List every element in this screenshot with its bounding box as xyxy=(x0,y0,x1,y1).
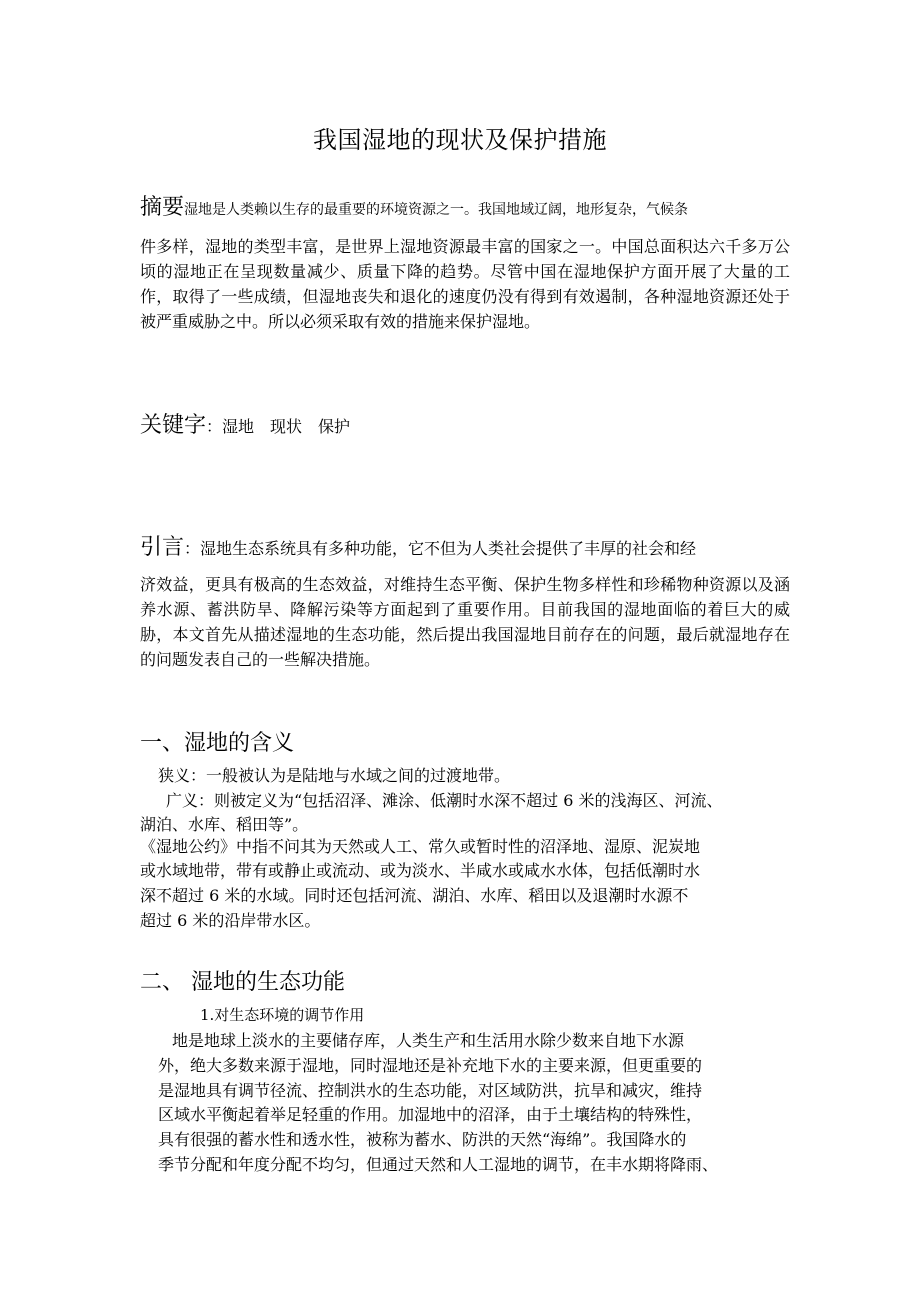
keywords-label: 关键字 xyxy=(140,413,207,438)
section1-heading: 一、湿地的含义 xyxy=(140,731,295,756)
keywords-line xyxy=(140,414,790,439)
section1-narrow: 狭义：一般被认为是陆地与水域之间的过渡地带。 xyxy=(158,766,511,785)
intro-body: 济效益，更具有极高的生态效益，对维持生态平衡、保护生物多样性和珍稀物种资源以及涵养水源、蓄洪防旱、降解污染等方面起到了重要作用。目前我国的湿地面临的着巨大的威胁，本文首先从描述湿地的生态功能，然后提出我国湿地目前存在的问题，最后就湿地存在的问题发表自己的一些解决措施。 xyxy=(140,575,790,669)
section1-convention-line2: 或水域地带，带有或静止或流动、或为淡水、半咸水或咸水水体，包括低潮时水 xyxy=(140,861,701,880)
section2-line-3: 是湿地具有调节径流、控制洪水的生态功能，对区域防洪，抗旱和减灾，维持 xyxy=(158,1081,703,1100)
section1-broad-line2: 湖泊、水库、稻田等”。 xyxy=(140,815,309,834)
section2-line-6: 季节分配和年度分配不均匀，但通过天然和人工湿地的调节，在丰水期将降雨、 xyxy=(158,1155,719,1174)
abstract-lead: 湿地是人类赖以生存的最重要的环境资源之一。我国地域辽阔，地形复杂，气候条 xyxy=(184,202,689,218)
abstract-label: 摘要 xyxy=(140,195,185,220)
section2-line-2: 外，绝大多数来源于湿地，同时湿地还是补充地下水的主要来源，但更重要的 xyxy=(158,1056,703,1075)
section1-convention-line3: 深不超过 6 米的水域。同时还包括河流、湖泊、水库、稻田以及退潮时水源不 xyxy=(140,886,689,905)
intro-lead: ：湿地生态系统具有多种功能，它不但为人类社会提供了丰厚的社会和经 xyxy=(184,539,697,558)
section2-subheading: 1.对生态环境的调节作用 xyxy=(200,1006,365,1024)
intro-label: 引言 xyxy=(140,535,185,560)
section2-line-4: 区域水平衡起着举足轻重的作用。加湿地中的沼泽，由于土壤结构的特殊性， xyxy=(158,1105,703,1124)
intro-line xyxy=(140,536,790,561)
abstract-body: 件多样，湿地的类型丰富，是世界上湿地资源最丰富的国家之一。中国总面积达六千多万公顷的湿地正在呈现数量减少、质量下降的趋势。尽管中国在湿地保护方面开展了大量的工作，取得了一些成绩，但湿地丧失和退化的速度仍没有得到有效遏制，各种湿地资源还处于被严重威胁之中。所以必须采取有效的措施来保护湿地。 xyxy=(140,237,790,331)
section1-convention-line1: 《湿地公约》中指不问其为天然或人工、常久或暂时性的沼泽地、湿原、泥炭地 xyxy=(140,837,701,856)
section2-line-5: 具有很强的蓄水性和透水性，被称为蓄水、防洪的天然“海绵”。我国降水的 xyxy=(158,1130,687,1149)
document-title: 我国湿地的现状及保护措施 xyxy=(313,126,607,154)
section2-line-1: 地是地球上淡水的主要储存库，人类生产和生活用水除少数来自地下水源 xyxy=(172,1031,685,1050)
keywords-colon: ： xyxy=(206,417,223,436)
keywords-values: 湿地 现状 保护 xyxy=(222,417,351,436)
section1-convention-line4: 超过 6 米的沿岸带水区。 xyxy=(140,911,321,930)
abstract-paragraph xyxy=(140,196,790,222)
section2-heading: 二、 湿地的生态功能 xyxy=(140,970,345,995)
section1-broad-line1: 广义：则被定义为“包括沼泽、滩涂、低潮时水深不超过 6 米的浅海区、河流、 xyxy=(166,791,723,810)
